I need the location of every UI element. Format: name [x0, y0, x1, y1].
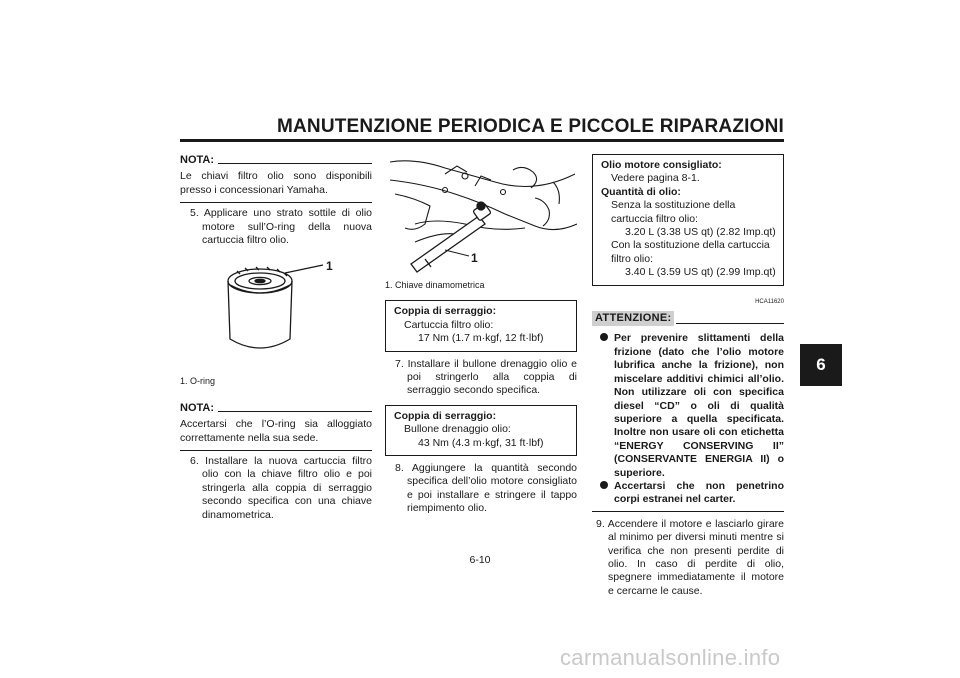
- step-7: 7. Installare il bullone drenaggio olio e poi stringerlo alla coppia di serraggio secondo specifica.: [395, 357, 577, 397]
- spec-value: 43 Nm (4.3 m·kgf, 31 ft·lbf): [418, 436, 544, 449]
- column-2: [385, 154, 577, 516]
- figure-callout: 1: [326, 259, 333, 274]
- spec-item: Senza la sostituzione della cartuccia filtro olio:: [611, 199, 736, 225]
- nota-text: Le chiavi filtro olio sono disponibili presso i concessionari Yamaha.: [180, 170, 372, 203]
- oil-spec-box: [592, 154, 784, 286]
- bullet-icon: [600, 481, 608, 489]
- torque-spec-box: [385, 405, 577, 456]
- spec-item: Cartuccia filtro olio:: [404, 318, 494, 331]
- bullet-icon: [600, 333, 608, 341]
- page-number: 6-10: [469, 554, 491, 566]
- spec-title: Coppia di serraggio:: [394, 409, 497, 422]
- page-header-title: MANUTENZIONE PERIODICA E PICCOLE RIPARAZIONI: [276, 116, 784, 137]
- spec-title: Quantità di olio:: [601, 185, 681, 198]
- reference-code: HCA11620: [755, 298, 784, 305]
- spec-value: 17 Nm (1.7 m·kgf, 12 ft·lbf): [418, 332, 544, 345]
- spec-item: Bullone drenaggio olio:: [404, 423, 511, 436]
- oil-filter-illustration: [180, 251, 372, 375]
- nota-header: [180, 402, 372, 415]
- nota-text: Accertarsi che l’O-ring sia alloggiato correttamente nella sua sede.: [180, 418, 372, 451]
- attention-list: [600, 332, 784, 506]
- nota-header: [180, 154, 372, 167]
- spec-item: Con la sostituzione della cartuccia filtro olio:: [611, 239, 770, 265]
- column-1: [180, 154, 372, 522]
- torque-wrench-illustration: [385, 154, 577, 278]
- column-3: [592, 154, 784, 598]
- chapter-tab: 6: [800, 344, 842, 386]
- figure-caption: 1. O-ring: [180, 376, 216, 387]
- attention-item-text: Accertarsi che non penetrino corpi estranei nel carter.: [614, 479, 784, 506]
- attention-header: [592, 311, 784, 326]
- attention-rule: [592, 511, 784, 512]
- spec-title: Coppia di serraggio:: [394, 305, 497, 318]
- figure-callout: 1: [471, 251, 478, 265]
- attention-item-text: Per prevenire slittamenti della frizione (dato che l’olio motore lubrifica anche la frizione), non miscelare additivi chimici all’olio. Non utilizzare oli con specifica diesel “CD” o oli di qualità superiore a quella specificata. Inoltre non usare oli con etichetta “ENERGY CONSERVING II” (CONSERVANTE ENERGIA II) o superiore.: [614, 332, 784, 479]
- step-5: 5. Applicare uno strato sottile di olio motore sull’O-ring della nuova cartuccia filtro olio.: [190, 207, 372, 247]
- step-8: 8. Aggiungere la quantità secondo specifica dell’olio motore consigliato e poi installare e stringere il tappo riempimento olio.: [395, 462, 577, 515]
- attention-item: [600, 480, 784, 507]
- attention-item: [600, 332, 784, 479]
- site-watermark: carmanualsonline.info: [560, 645, 781, 670]
- step-9: 9. Accendere il motore e lasciarlo girare al minimo per diversi minuti mentre si verifica che non presenti perdite di olio. In caso di perdite di olio, spegnere immediatamente il motore e cercarne le cause.: [596, 517, 784, 597]
- torque-spec-box: [385, 300, 577, 351]
- spec-title: Olio motore consigliato:: [601, 159, 722, 171]
- header-rule: [180, 139, 784, 142]
- torque-wrench-figure: [385, 154, 577, 278]
- spec-value: 3.20 L (3.38 US qt) (2.82 Imp.qt): [625, 226, 776, 239]
- attention-label: ATTENZIONE:: [592, 311, 674, 326]
- spec-item: Vedere pagina 8-1.: [611, 172, 700, 185]
- step-6: 6. Installare la nuova cartuccia filtro olio con la chiave filtro olio e poi stringerla alla coppia di serraggio secondo specifica con una chiave dinamometrica.: [190, 455, 372, 521]
- nota-label: NOTA:: [180, 401, 215, 414]
- spec-value: 3.40 L (3.59 US qt) (2.99 Imp.qt): [625, 266, 776, 279]
- oil-filter-figure: [180, 251, 372, 375]
- figure-caption: 1. Chiave dinamometrica: [385, 280, 485, 290]
- nota-label: NOTA:: [180, 154, 215, 166]
